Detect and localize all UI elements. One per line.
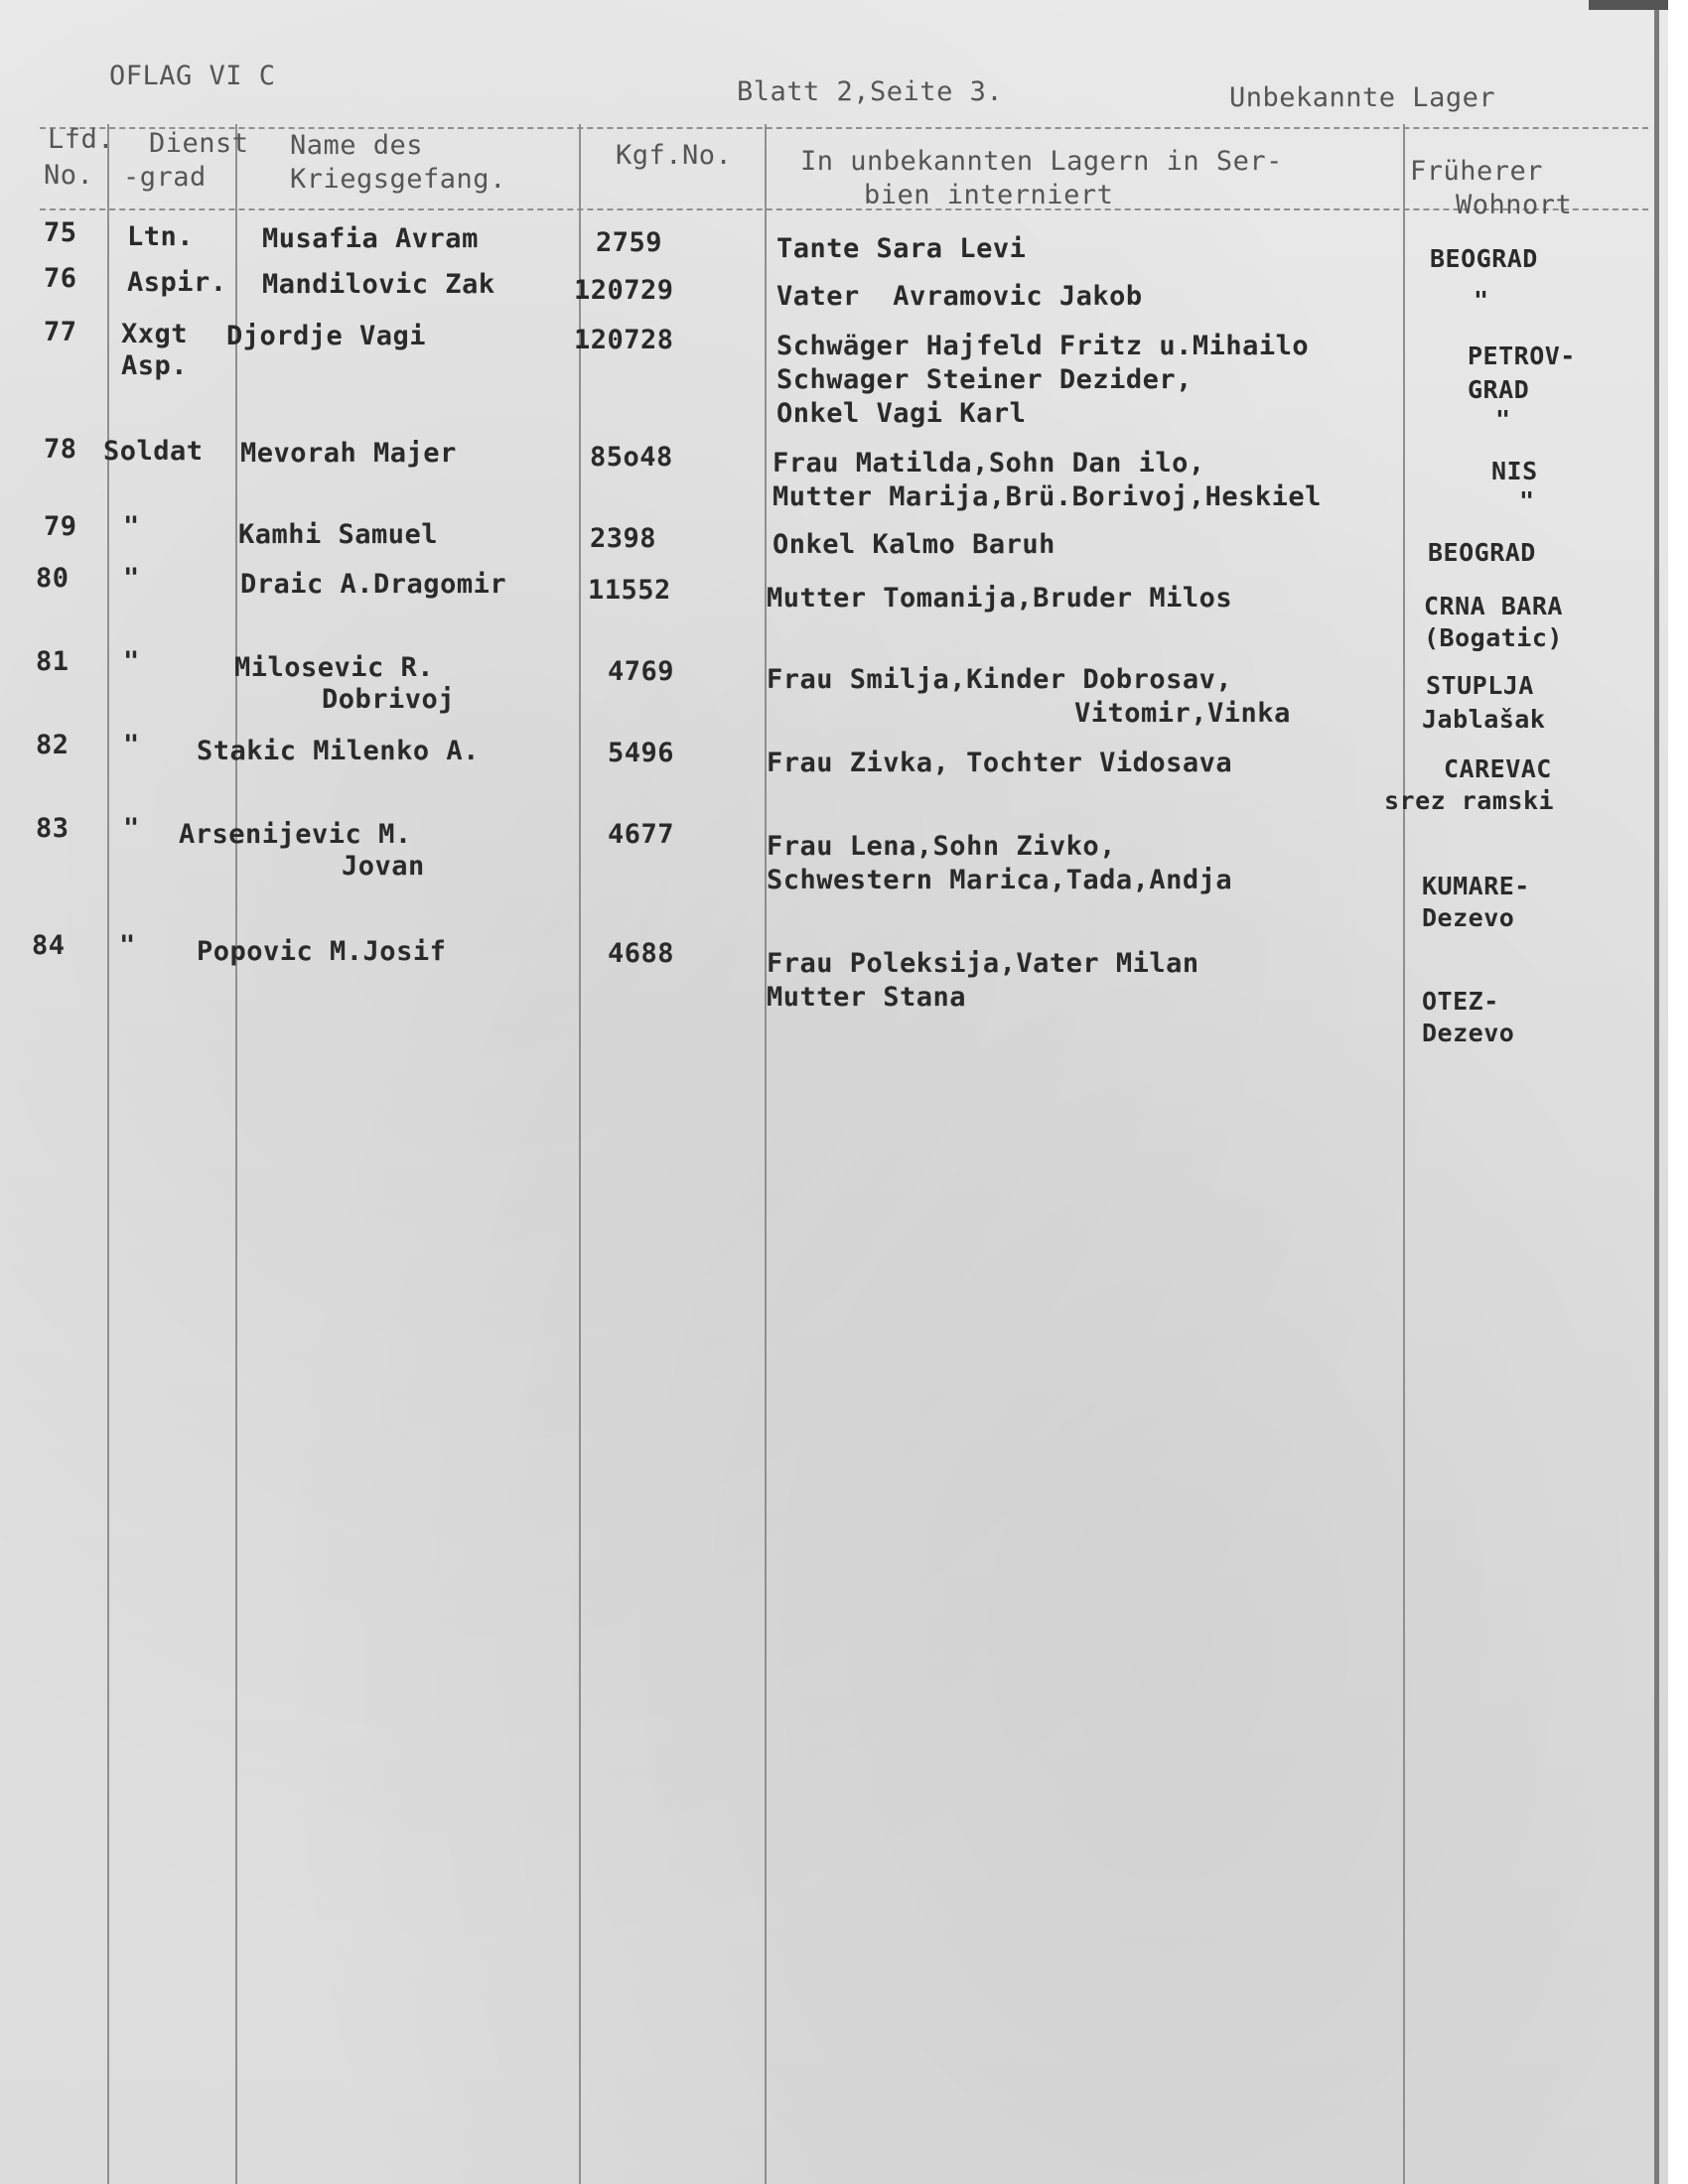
row-number: 82 bbox=[36, 730, 70, 760]
row-kgf: 120729 bbox=[574, 275, 674, 306]
row-residence-line2: Dezevo bbox=[1422, 1019, 1515, 1047]
row-kgf: 2398 bbox=[590, 523, 657, 554]
row-relatives-line2: Vitomir,Vinka bbox=[1074, 698, 1291, 729]
row-rank: " bbox=[123, 646, 140, 677]
row-kgf: 4769 bbox=[608, 656, 675, 687]
scan-corner bbox=[1589, 0, 1668, 10]
row-kgf: 120728 bbox=[574, 325, 674, 355]
row-name: Musafia Avram bbox=[262, 223, 479, 254]
row-relatives: Frau Poleksija,Vater Milan bbox=[767, 948, 1199, 979]
camp-name: OFLAG VI C bbox=[109, 61, 276, 91]
row-number: 75 bbox=[44, 217, 77, 248]
col-name-line1: Name des bbox=[290, 130, 424, 161]
row-number: 84 bbox=[32, 930, 66, 961]
col-kgf: Kgf.No. bbox=[616, 140, 733, 171]
row-kgf: 5496 bbox=[608, 738, 675, 768]
row-residence-line2: (Bogatic) bbox=[1424, 623, 1563, 652]
row-residence-line2: " bbox=[1519, 486, 1535, 515]
row-kgf: 11552 bbox=[588, 575, 671, 606]
col-lfd-line1: Lfd. bbox=[48, 124, 115, 155]
row-rank: " bbox=[123, 730, 140, 760]
row-residence: STUPLJA bbox=[1426, 671, 1534, 700]
row-name: Mevorah Majer bbox=[240, 438, 457, 469]
row-relatives-line2: Mutter Marija,Brü.Borivoj,Heskiel bbox=[773, 481, 1322, 512]
row-rank-line2: Asp. bbox=[121, 350, 189, 381]
row-relatives: Frau Lena,Sohn Zivko, bbox=[767, 831, 1116, 862]
col-camps-line2: bien interniert bbox=[864, 180, 1114, 210]
column-rule bbox=[1403, 124, 1405, 2184]
row-rank: " bbox=[123, 511, 140, 542]
row-residence-line2: srez ramski bbox=[1384, 786, 1555, 815]
row-number: 81 bbox=[36, 646, 70, 677]
row-rank: Aspir. bbox=[127, 267, 227, 298]
row-residence: OTEZ- bbox=[1422, 987, 1499, 1016]
row-name: Milosevic R. bbox=[234, 652, 435, 683]
row-kgf: 2759 bbox=[596, 227, 663, 258]
row-relatives: Mutter Tomanija,Bruder Milos bbox=[767, 583, 1233, 614]
row-relatives: Tante Sara Levi bbox=[776, 233, 1027, 264]
row-rank: Soldat bbox=[103, 436, 204, 467]
row-residence: " bbox=[1474, 286, 1489, 315]
row-residence: KUMARE- bbox=[1422, 872, 1530, 900]
col-rank-line1: Dienst bbox=[149, 128, 249, 159]
row-number: 79 bbox=[44, 511, 77, 542]
col-rank-line2: -grad bbox=[123, 162, 207, 193]
row-relatives: Onkel Kalmo Baruh bbox=[773, 529, 1055, 560]
row-relatives: Frau Smilja,Kinder Dobrosav, bbox=[767, 664, 1233, 695]
row-residence: BEOGRAD bbox=[1428, 538, 1536, 567]
column-rule bbox=[579, 124, 581, 2184]
row-name: Djordje Vagi bbox=[226, 321, 427, 351]
row-relatives: Schwäger Hajfeld Fritz u.Mihailo bbox=[776, 331, 1310, 361]
row-name: Arsenijevic M. bbox=[179, 819, 412, 850]
col-name-line2: Kriegsgefang. bbox=[290, 164, 506, 195]
column-rule bbox=[235, 124, 237, 2184]
row-residence-line2: GRAD bbox=[1468, 375, 1530, 404]
row-name: Stakic Milenko A. bbox=[197, 736, 480, 766]
header-rule-bottom bbox=[40, 208, 1648, 210]
row-relatives-line2: Schwestern Marica,Tada,Andja bbox=[767, 865, 1233, 895]
row-kgf: 85o48 bbox=[590, 442, 673, 473]
row-name: Popovic M.Josif bbox=[197, 936, 447, 967]
row-rank: Xxgt bbox=[121, 319, 189, 349]
row-kgf: 4677 bbox=[608, 819, 675, 850]
row-relatives-line3: Onkel Vagi Karl bbox=[776, 398, 1027, 429]
row-residence: CAREVAC bbox=[1444, 754, 1552, 783]
row-relatives-line2: Mutter Stana bbox=[767, 982, 967, 1013]
row-rank: " bbox=[123, 563, 140, 594]
row-relatives: Vater Avramovic Jakob bbox=[776, 281, 1143, 312]
row-residence: CRNA BARA bbox=[1424, 592, 1563, 620]
col-residence-line1: Früherer bbox=[1410, 156, 1544, 187]
row-number: 76 bbox=[44, 263, 77, 294]
row-rank: " bbox=[119, 930, 136, 961]
row-rank: Ltn. bbox=[127, 221, 195, 252]
column-rule bbox=[107, 124, 109, 2184]
list-category: Unbekannte Lager bbox=[1229, 82, 1496, 113]
row-name-line2: Dobrivoj bbox=[322, 684, 456, 715]
row-number: 77 bbox=[44, 317, 77, 347]
row-number: 83 bbox=[36, 813, 70, 844]
row-kgf: 4688 bbox=[608, 938, 675, 969]
column-rule bbox=[765, 124, 767, 2184]
row-relatives: Frau Zivka, Tochter Vidosava bbox=[767, 748, 1233, 778]
col-residence-line2: Wohnort bbox=[1456, 190, 1573, 220]
row-name: Kamhi Samuel bbox=[238, 519, 439, 550]
row-rank: " bbox=[123, 813, 140, 844]
header-rule-top bbox=[40, 127, 1648, 129]
scan-edge bbox=[1654, 0, 1659, 2184]
row-name-line2: Jovan bbox=[342, 851, 425, 882]
row-residence: NIS bbox=[1491, 457, 1538, 485]
col-lfd-line2: No. bbox=[44, 160, 94, 191]
row-residence-line2: Jablašak bbox=[1422, 705, 1546, 734]
row-relatives: Frau Matilda,Sohn Dan ilo, bbox=[773, 448, 1205, 478]
row-residence-line3: " bbox=[1495, 405, 1511, 434]
row-number: 78 bbox=[44, 434, 77, 465]
row-name: Draic A.Dragomir bbox=[240, 569, 507, 600]
row-name: Mandilovic Zak bbox=[262, 269, 495, 300]
row-residence: BEOGRAD bbox=[1430, 244, 1538, 273]
row-number: 80 bbox=[36, 563, 70, 594]
col-camps-line1: In unbekannten Lagern in Ser- bbox=[800, 146, 1283, 177]
row-residence-line2: Dezevo bbox=[1422, 903, 1515, 932]
sheet-number: Blatt 2,Seite 3. bbox=[737, 76, 1004, 107]
row-residence: PETROV- bbox=[1468, 341, 1576, 370]
row-relatives-line2: Schwager Steiner Dezider, bbox=[776, 364, 1193, 395]
